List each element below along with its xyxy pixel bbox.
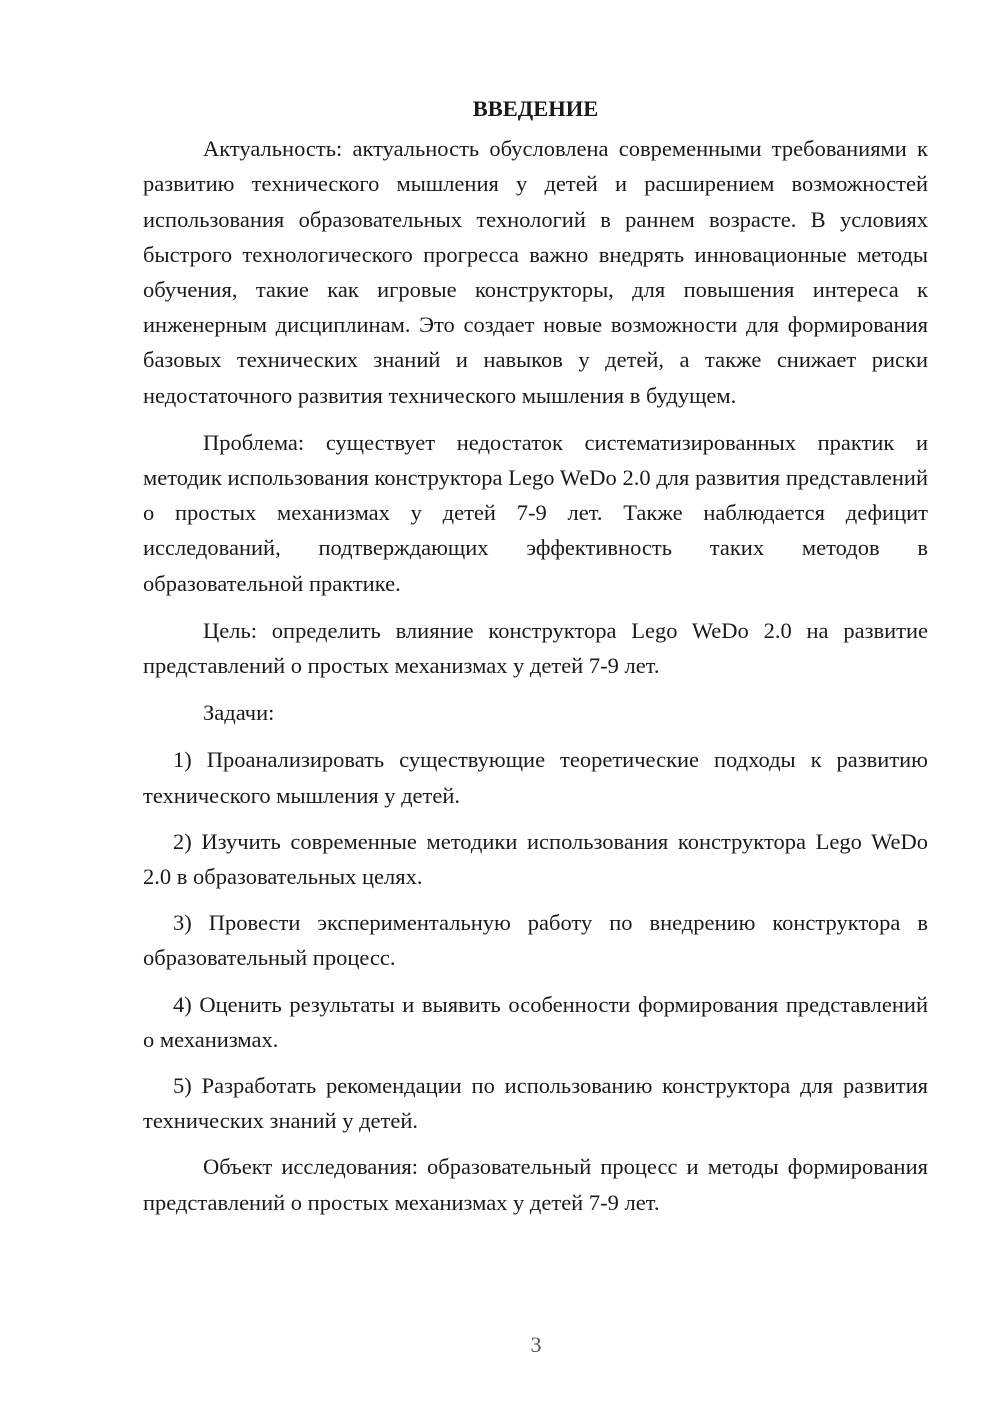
problem-paragraph: Проблема: существует недостаток систематизированных практик и методик использования конструктора Lego WeDo 2.0 для развития представлений о простых механизмах у детей 7-9 лет. Также наблюдается дефицит исследований, подтверждающих эффективность таких методов в образовательной практике. [143,429,928,596]
document-body [143,91,928,1232]
task-item: 5) Разработать рекомендации по использованию конструктора для развития технических знаний у детей. [143,1073,928,1134]
tasks-label: Задачи: [203,700,275,726]
goal-paragraph: Цель: определить влияние конструктора Lego WeDo 2.0 на развитие представлений о простых механизмах у детей 7-9 лет. [143,617,928,679]
task-item: 4) Оценить результаты и выявить особенности формирования представлений о механизмах. [143,991,928,1052]
object-paragraph: Объект исследования: образовательный процесс и методы формирования представлений о простых механизмах у детей 7-9 лет. [143,1154,928,1215]
task-item: 3) Провести экспериментальную работу по внедрению конструктора в образовательный процесс. [143,910,928,971]
relevance-paragraph: Актуальность: актуальность обусловлена современными требованиями к развитию технического мышления у детей и расширением возможностей использования образовательных технологий в раннем возрасте. В условиях быстрого технологического прогресса важно внедрять инновационные методы обучения, такие как игровые конструкторы, для повышения интереса к инженерным дисциплинам. Это создает новые возможности для формирования базовых технических знаний и навыков у детей, а также снижает риски недостаточного развития технического мышления в будущем. [143,136,928,408]
task-item: 2) Изучить современные методики использования конструктора Lego WeDo 2.0 в образовательных целях. [143,828,928,890]
task-item: 1) Проанализировать существующие теоретические подходы к развитию технического мышления у детей. [143,747,928,808]
page-number: 3 [530,1332,542,1357]
section-heading: ВВЕДЕНИЕ [472,96,599,121]
